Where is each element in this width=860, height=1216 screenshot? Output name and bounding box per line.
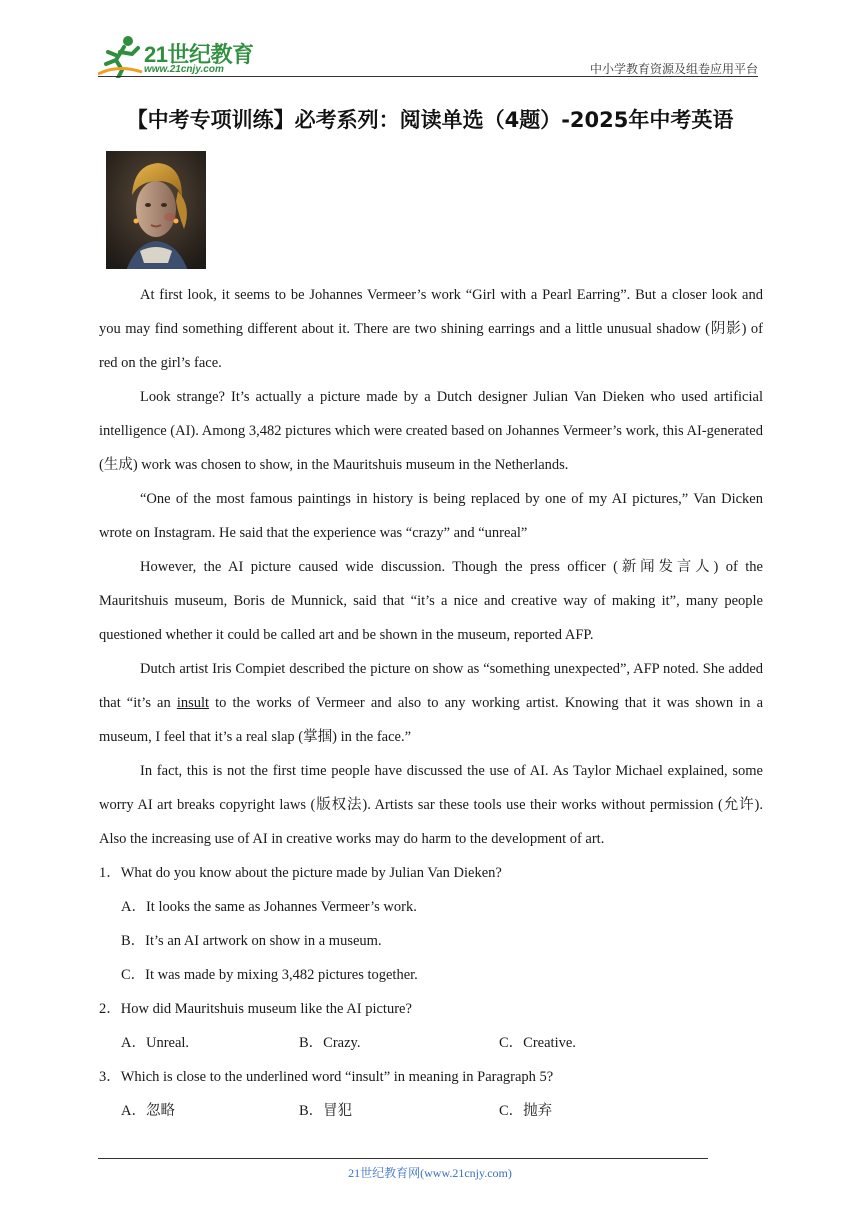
question-1-option-c: C．It was made by mixing 3,482 pictures together. <box>121 967 418 983</box>
paragraph-3: “One of the most famous paintings in history is being replaced by one of my AI pictures,” Van Dicken wrote on Instagram. He said that the experience was “crazy” and “unreal” <box>99 491 763 541</box>
paragraph-5-start: Dutch artist Iris Compiet described the picture on show as “something unexpected”, AFP noted. She added that “it’s an <box>99 661 763 711</box>
question-1-option-b: B．It’s an AI artwork on show in a museum. <box>121 933 382 949</box>
site-logo <box>98 34 268 78</box>
question-2-option-b: B．Crazy. <box>299 1035 361 1051</box>
page-title: 【中考专项训练】必考系列：阅读单选（4题）-2025年中考英语 <box>126 108 734 132</box>
article-body <box>99 278 763 1128</box>
question-2-stem: 2．How did Mauritshuis museum like the AI picture? <box>99 1001 412 1017</box>
question-3-option-b: B．冒犯 <box>299 1103 353 1119</box>
question-2-options <box>99 1026 763 1060</box>
question-3-options <box>99 1094 763 1128</box>
ai-portrait-image <box>106 151 206 269</box>
footer-divider <box>98 1158 708 1159</box>
question-2-option-c: C．Creative. <box>499 1035 576 1051</box>
paragraph-1: At first look, it seems to be Johannes Vermeer’s work “Girl with a Pearl Earring”. But a closer look and you may find something different about it. There are two shining earrings and a little unusual shadow (阴影) of red on the girl’s face. <box>99 287 763 371</box>
question-2-option-a: A．Unreal. <box>121 1035 190 1051</box>
question-1-option-a: A．It looks the same as Johannes Vermeer’s work. <box>121 899 417 915</box>
logo-text: 21世纪教育 <box>144 42 254 67</box>
question-3-stem: 3．Which is close to the underlined word “insult” in meaning in Paragraph 5? <box>99 1069 554 1085</box>
header-divider <box>98 76 758 77</box>
question-1-stem: 1．What do you know about the picture made by Julian Van Dieken? <box>99 865 502 881</box>
paragraph-6: In fact, this is not the first time people have discussed the use of AI. As Taylor Michael explained, some worry AI art breaks copyright laws (版权法). Artists sar these tools use their works without permission (允许). Also the increasing use of AI in creative works may do harm to the development of art. <box>99 763 763 847</box>
paragraph-4: However, the AI picture caused wide discussion. Though the press officer (新闻发言人) of the Mauritshuis museum, Boris de Munnick, said that “it’s a nice and creative way of making it”, many people questioned whether it could be called art and be shown in the museum, reported AFP. <box>99 559 763 643</box>
question-3-option-a: A．忽略 <box>121 1103 175 1119</box>
paragraph-2: Look strange? It’s actually a picture made by a Dutch designer Julian Van Dieken who used artificial intelligence (AI). Among 3,482 pictures which were created based on Johannes Vermeer’s work, this AI-generated (生成) work was chosen to show, in the Mauritshuis museum in the Netherlands. <box>99 389 763 473</box>
platform-label: 中小学教育资源及组卷应用平台 <box>589 62 758 76</box>
question-3-option-c: C．抛弃 <box>499 1103 553 1119</box>
underlined-word-insult: insult <box>176 695 210 711</box>
paragraph-5-end: to the works of Vermeer and also to any working artist. Knowing that it was shown in a museum, I feel that it’s a real slap (掌掴) in the face.” <box>99 695 764 745</box>
footer-link[interactable]: 21世纪教育网(www.21cnjy.com) <box>348 1166 512 1180</box>
paragraph-5 <box>99 652 763 754</box>
logo-url: www.21cnjy.com <box>144 64 224 75</box>
page-header <box>98 30 758 80</box>
runner-logo-icon <box>98 34 144 78</box>
